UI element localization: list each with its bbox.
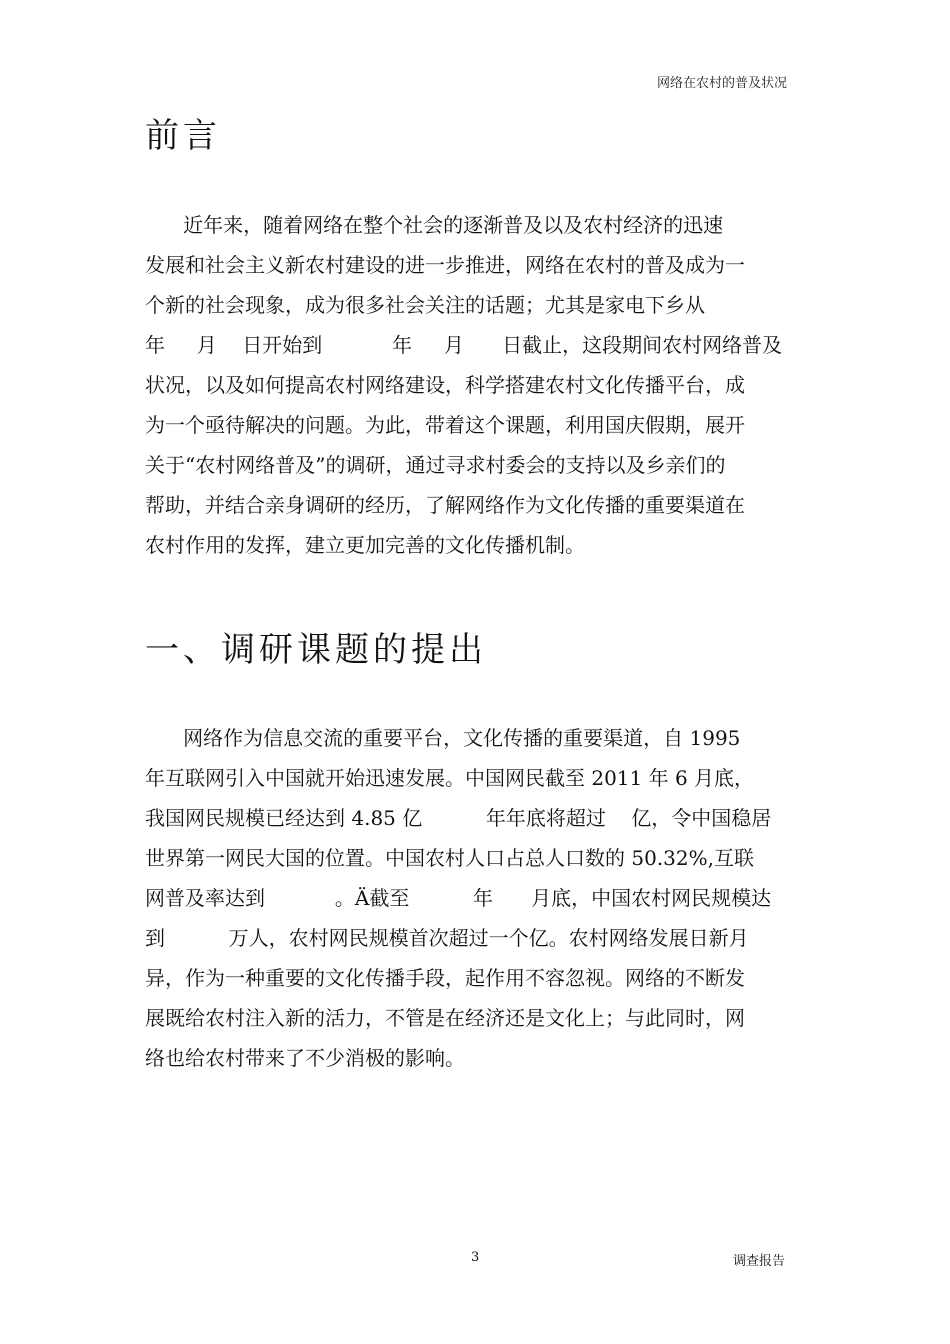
paragraph-line: 个新的社会现象，成为很多社会关注的话题；尤其是家电下乡从	[145, 293, 705, 317]
paragraph-line: 年互联网引入中国就开始迅速发展。中国网民截至 2011 年 6 月底，	[145, 766, 755, 790]
paragraph-line: 关于“农村网络普及”的调研，通过寻求村委会的支持以及乡亲们的	[145, 453, 726, 477]
paragraph-line: 近年来，随着网络在整个社会的逐渐普及以及农村经济的迅速	[145, 213, 724, 237]
paragraph-line: 发展和社会主义新农村建设的进一步推进，网络在农村的普及成为一	[145, 253, 745, 277]
paragraph-line: 帮助，并结合亲身调研的经历，了解网络作为文化传播的重要渠道在	[145, 493, 745, 517]
paragraph-line: 异，作为一种重要的文化传播手段，起作用不容忽视。网络的不断发	[145, 966, 745, 990]
section-paragraph	[145, 718, 805, 1078]
paragraph-line: 状况，以及如何提高农村网络建设，科学搭建农村文化传播平台，成	[145, 373, 745, 397]
preface-heading: 前言	[145, 116, 221, 156]
paragraph-line: 为一个亟待解决的问题。为此，带着这个课题，利用国庆假期，展开	[145, 413, 745, 437]
paragraph-line: 网普及率达到 。Ä截至 年 月底，中国农村网民规模达	[145, 886, 772, 910]
footer-label: 调查报告	[733, 1254, 786, 1269]
paragraph-line: 年 月 日开始到 年 月 日截止，这段期间农村网络普及	[145, 333, 783, 357]
page-number: 3	[471, 1250, 480, 1265]
preface-paragraph	[145, 205, 805, 565]
running-header: 网络在农村的普及状况	[656, 76, 787, 91]
paragraph-line: 展既给农村注入新的活力，不管是在经济还是文化上；与此同时，网	[145, 1006, 745, 1030]
paragraph-line: 我国网民规模已经达到 4.85 亿 年年底将超过 亿，令中国稳居	[145, 806, 772, 830]
paragraph-line: 农村作用的发挥，建立更加完善的文化传播机制。	[145, 533, 585, 557]
paragraph-line: 络也给农村带来了不少消极的影响。	[145, 1046, 465, 1070]
paragraph-line: 网络作为信息交流的重要平台，文化传播的重要渠道，自 1995	[145, 726, 741, 750]
section-heading: 一、调研课题的提出	[145, 630, 487, 670]
paragraph-line: 到 万人，农村网民规模首次超过一个亿。农村网络发展日新月	[145, 926, 749, 950]
paragraph-line: 世界第一网民大国的位置。中国农村人口占总人口数的 50.32%,互联	[145, 846, 754, 870]
